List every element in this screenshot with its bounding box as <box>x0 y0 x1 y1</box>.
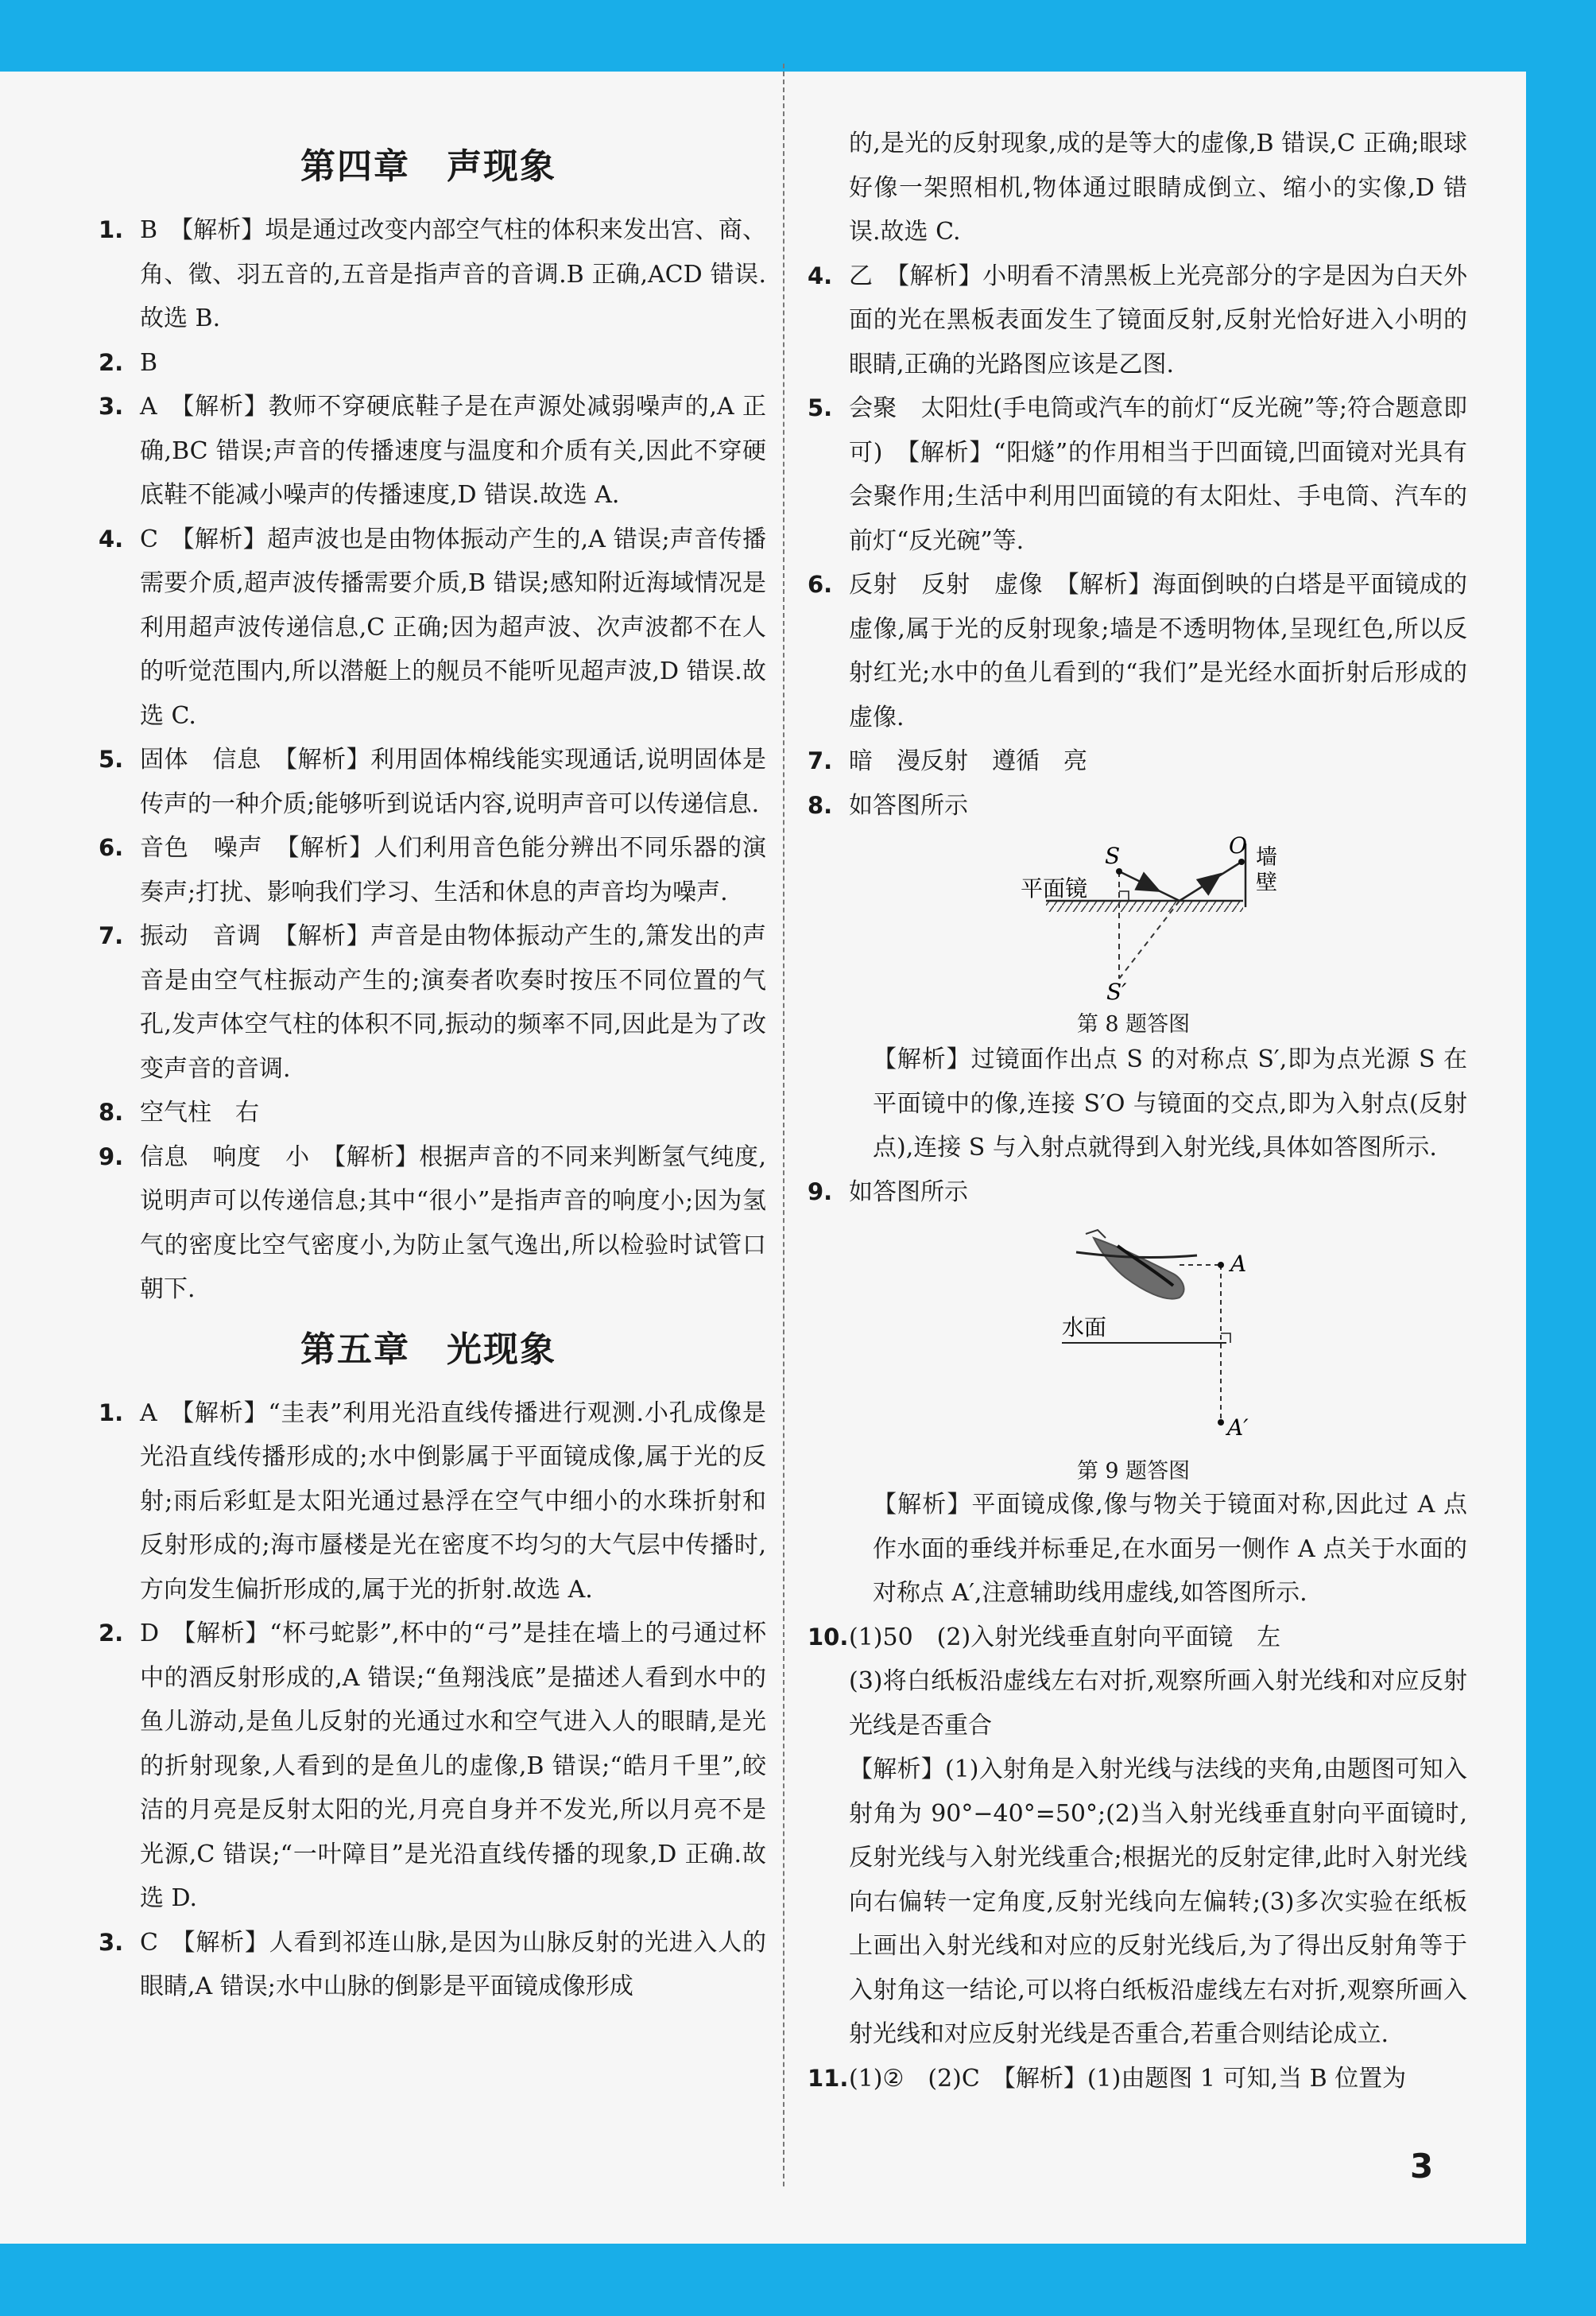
page-number: 3 <box>1410 2147 1434 2186</box>
item-text: B <box>140 348 158 377</box>
answer-item <box>800 784 1467 828</box>
image-to-point-dashed <box>1119 901 1180 979</box>
left-column <box>91 143 766 2009</box>
answer-item <box>91 208 766 341</box>
item-3-continued: 的,是光的反射现象,成的是等大的虚像,B 错误,C 正确;眼球好像一架照相机,物体通过眼睛成倒立、缩小的实像,D 错误.故选 C. <box>849 130 1467 246</box>
item-number: 10. <box>808 1623 849 1651</box>
answer-item <box>91 1091 766 1135</box>
label-wall-2: 壁 <box>1256 871 1277 895</box>
point-o <box>1238 859 1245 865</box>
item-text: A 【解析】“圭表”利用光沿直线传播进行观测.小孔成像是光沿直线传播形成的;水中倒影属于平面镜成像,属于光的反射;雨后彩虹是太阳光通过悬浮在空气中细小的水珠折射和反射形成的;海市蜃楼是光在密度不均匀的大气层中传播时,方向发生偏折形成的,属于光的折射.故选 A. <box>140 1399 766 1604</box>
item-number: 5. <box>808 394 833 421</box>
mirror-hatching <box>1046 902 1243 912</box>
item-text: (1)50 (2)入射光线垂直射向平面镜 左 <box>849 1623 1281 1651</box>
right-column <box>800 122 1467 2101</box>
item-number: 1. <box>99 216 124 243</box>
figure-9 <box>800 1214 1467 1483</box>
answer-item <box>800 386 1467 563</box>
chapter-5-title: 第五章 光现象 <box>300 1329 556 1370</box>
answer-item <box>91 1921 766 2009</box>
answer-item <box>800 1170 1467 1215</box>
item-number: 5. <box>99 746 124 773</box>
point-a-prime <box>1218 1419 1224 1426</box>
right-angle-mark <box>1119 891 1129 901</box>
chapter-4-title: 第四章 声现象 <box>300 146 556 187</box>
point-a <box>1218 1262 1224 1268</box>
item-text: 暗 漫反射 遵循 亮 <box>849 747 1087 775</box>
item-9-explanation: 【解析】平面镜成像,像与物关于镜面对称,因此过 A 点作水面的垂线并标垂足,在水面另一侧作 A 点关于水面的对称点 A′,注意辅助线用虚线,如答图所示. <box>873 1491 1467 1607</box>
item-number: 8. <box>808 791 833 819</box>
item-text: 乙 【解析】小明看不清黑板上光亮部分的字是因为白天外面的光在黑板表面发生了镜面反射,反射光恰好进入小明的眼睛,正确的光路图应该是乙图. <box>849 262 1467 378</box>
item-text: 固体 信息 【解析】利用固体棉线能实现通话,说明固体是传声的一种介质;能够听到说话内容,说明声音可以传递信息. <box>140 746 766 818</box>
column-divider <box>783 64 784 2186</box>
item-text: 空气柱 右 <box>140 1099 259 1127</box>
answer-item <box>800 563 1467 739</box>
label-a-prime: A′ <box>1227 1414 1249 1441</box>
item-number: 7. <box>99 922 124 949</box>
answer-item <box>800 1616 1467 1660</box>
answer-item <box>91 518 766 739</box>
item-text: 反射 反射 虚像 【解析】海面倒映的白塔是平面镜成的虚像,属于光的反射现象;墙是不透明物体,呈现红色,所以反射红光;水中的鱼儿看到的“我们”是光经水面折射后形成的虚像. <box>849 571 1467 731</box>
right-angle-mark <box>1221 1333 1230 1343</box>
item-number: 11. <box>808 2064 849 2092</box>
item-number: 2. <box>99 1620 124 1647</box>
label-a: A <box>1230 1251 1247 1277</box>
item-text: C 【解析】超声波也是由物体振动产生的,A 错误;声音传播需要介质,超声波传播需要介质,B 错误;感知附近海域情况是利用超声波传递信息,C 正确;因为超声波、次声波都不在人的听觉范围内,所以潜艇上的舰员不能听见超声波,D 错误.故选 C. <box>140 525 766 730</box>
item-text: D 【解析】“杯弓蛇影”,杯中的“弓”是挂在墙上的弓通过杯中的酒反射形成的,A 错误;“鱼翔浅底”是描述人看到水中的鱼儿游动,是鱼儿反射的光通过水和空气进入人的眼睛,是光的折射现象,人看到的是鱼儿的虚像,B 错误;“皓月千里”,皎洁的月亮是反射太阳的光,月亮自身并不发光,所以月亮不是光源,C 错误;“一叶障目”是光沿直线传播的现象,D 正确.故选 D. <box>140 1620 766 1912</box>
answer-item <box>91 914 766 1091</box>
point-s <box>1116 868 1122 875</box>
answer-item <box>91 341 766 386</box>
label-water: 水面 <box>1062 1314 1107 1340</box>
item-number: 3. <box>99 393 124 420</box>
answer-item <box>91 826 766 914</box>
item-text: 振动 音调 【解析】声音是由物体振动产生的,箫发出的声音是由空气柱振动产生的;演奏者吹奏时按压不同位置的气孔,发声体空气柱的体积不同,振动的频率不同,因此是为了改变声音的音调. <box>140 922 766 1083</box>
item-10-part-3: (3)将白纸板沿虚线左右对折,观察所画入射光线和对应反射光线是否重合 <box>849 1667 1467 1740</box>
mirror-reflection-diagram <box>800 828 1467 1003</box>
item-text: A 【解析】教师不穿硬底鞋子是在声源处减弱噪声的,A 正确,BC 错误;声音的传播速度与温度和介质有关,因此不穿硬底鞋不能减小噪声的传播速度,D 错误.故选 A. <box>140 393 766 509</box>
item-number: 1. <box>99 1399 124 1426</box>
answer-item <box>800 2057 1467 2101</box>
item-text: 音色 噪声 【解析】人们利用音色能分辨出不同乐器的演奏声;打扰、影响我们学习、生活和休息的声音均为噪声. <box>140 834 766 906</box>
item-text: 信息 响度 小 【解析】根据声音的不同来判断氢气纯度,说明声可以传递信息;其中“很小”是指声音的响度小;因为氢气的密度比空气密度小,为防止氢气逸出,所以检验时试管口朝下. <box>140 1142 766 1303</box>
item-text: 如答图所示 <box>849 791 968 820</box>
answer-item <box>91 1612 766 1921</box>
item-number: 3. <box>99 1928 124 1956</box>
item-number: 4. <box>99 525 124 553</box>
item-number: 8. <box>99 1099 124 1126</box>
item-10-explanation: 【解析】(1)入射角是入射光线与法线的夹角,由题图可知入射角为 90°−40°=50°;(2)当入射光线垂直射向平面镜时,反射光线与入射光线重合;根据光的反射定律,此时入射光线向右偏转一定角度,反射光线向左偏转;(3)多次实验在纸板上画出入射光线和对应的反射光线后,为了得出反射角等于入射角这一结论,可以将白纸板沿虚线左右对折,观察所画入射光线和对应反射光线是否重合,若重合则结论成立. <box>849 1755 1467 2048</box>
answer-item <box>91 1135 766 1312</box>
item-number: 6. <box>808 571 833 598</box>
figure-8 <box>800 828 1467 1038</box>
label-wall-1: 墙 <box>1256 845 1277 870</box>
item-number: 2. <box>99 348 124 376</box>
label-o: O <box>1229 832 1247 859</box>
object-drawing <box>1076 1230 1197 1299</box>
water-reflection-diagram <box>800 1214 1467 1453</box>
item-number: 4. <box>808 262 833 289</box>
answer-item <box>800 739 1467 784</box>
item-number: 7. <box>808 747 833 774</box>
item-text: C 【解析】人看到祁连山脉,是因为山脉反射的光进入人的眼睛,A 错误;水中山脉的倒影是平面镜成像形成 <box>140 1928 766 2000</box>
figure-9-caption: 第 9 题答图 <box>1076 1459 1191 1484</box>
item-number: 9. <box>99 1142 124 1170</box>
label-s-prime: S′ <box>1106 979 1127 1003</box>
item-number: 9. <box>808 1177 833 1205</box>
item-8-explanation: 【解析】过镜面作出点 S 的对称点 S′,即为点光源 S 在平面镜中的像,连接 S′O 与镜面的交点,即为入射点(反射点),连接 S 与入射点就得到入射光线,具体如答图所示. <box>873 1045 1467 1162</box>
item-text: (1)② (2)C 【解析】(1)由题图 1 可知,当 B 位置为 <box>849 2064 1407 2093</box>
answer-item <box>91 1391 766 1612</box>
answer-item <box>800 254 1467 387</box>
label-mirror: 平面镜 <box>1021 875 1088 902</box>
label-s: S <box>1105 843 1121 869</box>
item-text: 会聚 太阳灶(手电筒或汽车的前灯“反光碗”等;符合题意即可) 【解析】“阳燧”的作用相当于凹面镜,凹面镜对光具有会聚作用;生活中利用凹面镜的有太阳灶、手电筒、汽车的前灯“反光碗”等. <box>849 394 1467 555</box>
item-text: 如答图所示 <box>849 1177 968 1206</box>
item-number: 6. <box>99 834 124 861</box>
item-text: B 【解析】埙是通过改变内部空气柱的体积来发出宫、商、角、徵、羽五音的,五音是指声音的音调.B 正确,ACD 错误.故选 B. <box>140 216 766 332</box>
answer-item <box>91 385 766 518</box>
answer-item <box>91 738 766 826</box>
figure-8-caption: 第 8 题答图 <box>1076 1012 1191 1037</box>
